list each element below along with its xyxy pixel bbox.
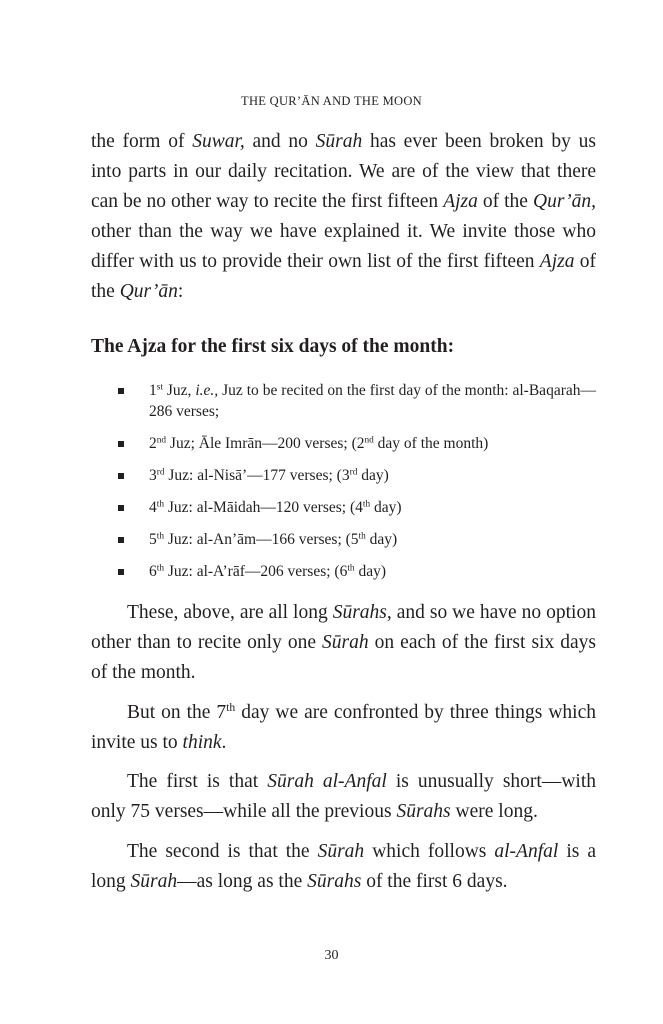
list-item: 5th Juz: al-An’ām—166 verses; (5th day) (118, 529, 596, 550)
juz-list (118, 380, 596, 593)
bullet-square-icon (118, 388, 124, 394)
bullet-square-icon (118, 505, 124, 511)
paragraph-1: the form of Suwar, and no Sūrah has ever been broken by us into parts in our daily recitation. We are of the view that there can be no other way to recite the first fifteen Ajza of the Qur’ān, other than the way we have explained it. We invite those who differ with us to provide their own list of the first fifteen Ajza of the Qur’ān: (91, 131, 596, 302)
paragraph-2: These, above, are all long Sūrahs, and so we have no option other than to recite only one Sūrah on each of the first six days of the month. (91, 602, 596, 683)
section-heading: The Ajza for the first six days of the month: (91, 336, 455, 357)
list-item: 6th Juz: al-A’rāf—206 verses; (6th day) (118, 561, 596, 582)
list-item: 4th Juz: al-Māidah—120 verses; (4th day) (118, 497, 596, 518)
bullet-square-icon (118, 537, 124, 543)
list-item: 1st Juz, i.e., Juz to be recited on the first day of the month: al-Baqarah—286 verses; (118, 380, 596, 422)
bullet-square-icon (118, 473, 124, 479)
paragraph-4: The first is that Sūrah al-Anfal is unusually short—with only 75 verses—while all the previous Sūrahs were long. (91, 771, 596, 822)
list-item: 3rd Juz: al-Nisā’—177 verses; (3rd day) (118, 465, 596, 486)
bullet-square-icon (118, 569, 124, 575)
running-head: THE QUR’ĀN AND THE MOON (241, 94, 422, 108)
bullet-square-icon (118, 441, 124, 447)
paragraph-5: The second is that the Sūrah which follows al-Anfal is a long Sūrah—as long as the Sūrahs of the first 6 days. (91, 841, 596, 892)
page-number: 30 (324, 948, 339, 963)
list-item: 2nd Juz; Āle Imrān—200 verses; (2nd day of the month) (118, 433, 596, 454)
paragraph-3: But on the 7th day we are confronted by three things which invite us to think. (91, 700, 597, 753)
